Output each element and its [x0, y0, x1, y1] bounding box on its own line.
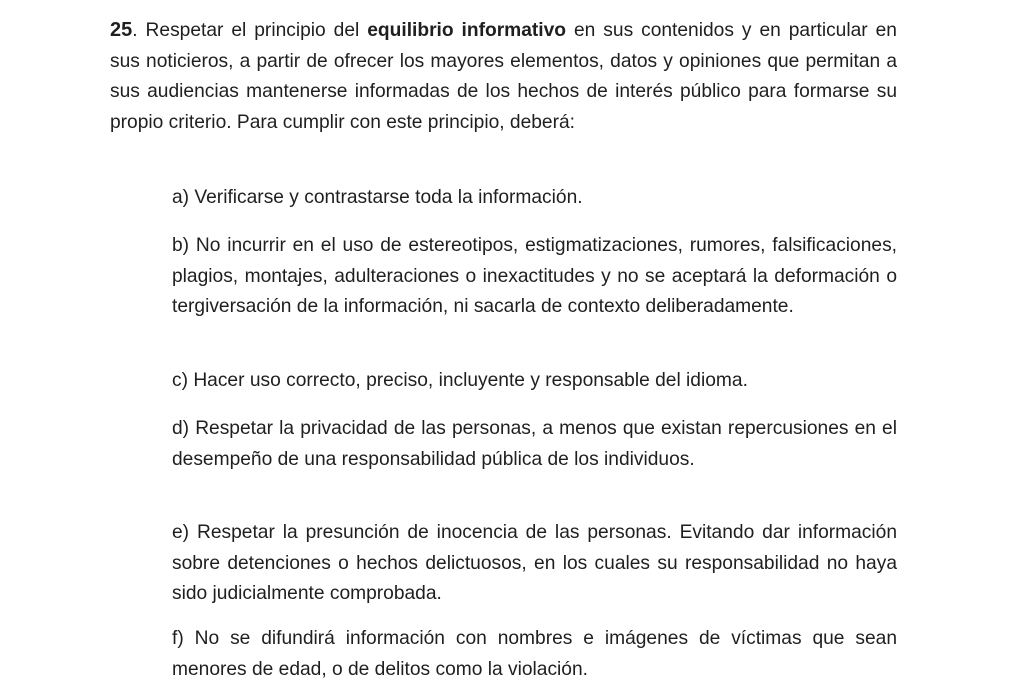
list-item-c: c) Hacer uso correcto, preciso, incluyente y responsable del idioma. — [172, 370, 748, 391]
list-item-d: d) Respetar la privacidad de las personas, a menos que existan repercusiones en el desempeño de una responsabilidad pública de los individuos. — [172, 418, 897, 470]
article-25-paragraph — [110, 15, 897, 138]
list-item-e: e) Respetar la presunción de inocencia de las personas. Evitando dar información sobre detenciones o hechos delictuosos, en los cuales su responsabilidad no haya sido judicialmente comprobada. — [172, 522, 897, 604]
list-item-f: f) No se difundirá información con nombres e imágenes de víctimas que sean menores de edad, o de delitos como la violación. — [172, 628, 897, 680]
list-item-a: a) Verificarse y contrastarse toda la información. — [172, 187, 583, 208]
article-intro-end: en sus contenidos y en particular en sus noticieros, a partir de ofrecer los mayores elementos, datos y opiniones que permitan a sus audiencias mantenerse informadas de los hechos de interés público para formarse su propio criterio. Para cumplir con este principio, deberá: — [110, 20, 897, 133]
article-key-term: equilibrio informativo — [367, 20, 567, 41]
list-item-b: b) No incurrir en el uso de estereotipos, estigmatizaciones, rumores, falsificaciones, plagios, montajes, adulteraciones o inexactitudes y no se aceptará la deformación o tergiversación de la información, ni sacarla de contexto deliberadamente. — [172, 235, 897, 317]
article-number: 25 — [110, 19, 133, 41]
article-intro-start: . Respetar el principio del — [132, 20, 368, 41]
